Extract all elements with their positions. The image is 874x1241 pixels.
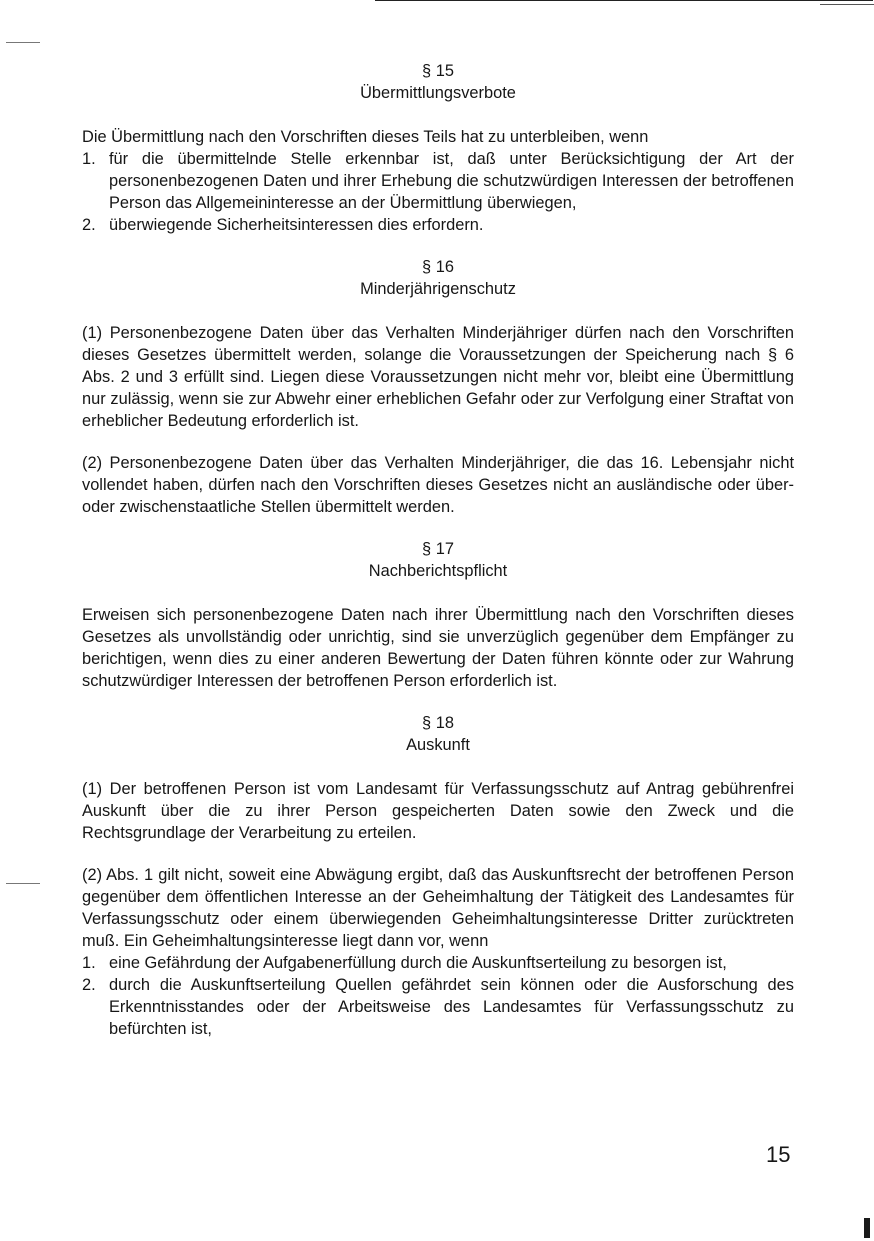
section-title: Minderjährigenschutz <box>360 280 516 298</box>
list-item-text: überwiegende Sicherheitsinteressen dies erfordern. <box>109 216 484 234</box>
scan-artifact <box>6 42 40 43</box>
list-item-number: 2. <box>82 976 96 994</box>
section-title: Nachberichtspflicht <box>368 562 508 580</box>
section-17 <box>82 538 794 692</box>
page-number: 15 <box>766 1142 791 1167</box>
section-number: § 16 <box>422 258 454 276</box>
section-18 <box>82 712 794 1040</box>
list-item-number: 1. <box>82 954 96 972</box>
paragraph: (2) Personenbezogene Daten über das Verhalten Minderjähriger, die das 16. Lebensjahr nicht vollendet haben, dürfen nach den Vorschriften dieses Gesetzes nicht an ausländische oder über- oder zwischenstaatliche Stellen übermittelt werden. <box>82 454 794 516</box>
scan-artifact <box>6 883 40 884</box>
list-item <box>82 148 794 214</box>
list-item-number: 1. <box>82 150 96 168</box>
paragraph: (1) Personenbezogene Daten über das Verhalten Minderjähriger dürfen nach den Vorschriften dieses Gesetzes übermittelt werden, solange die Voraussetzungen der Speicherung nach § 6 Abs. 2 und 3 erfüllt sind. Liegen diese Voraussetzungen nicht mehr vor, bleibt eine Übermittlung nur zulässig, wenn sie zur Abwehr einer erheblichen Gefahr oder zur Verfolgung einer Straftat von erheblicher Bedeutung erforderlich ist. <box>82 324 794 430</box>
list-item-text: eine Gefährdung der Aufgabenerfüllung durch die Auskunftserteilung zu besorgen ist, <box>109 954 727 972</box>
section-15 <box>82 60 794 236</box>
document-page <box>82 60 794 1040</box>
paragraph: (1) Der betroffenen Person ist vom Landesamt für Verfassungsschutz auf Antrag gebührenfrei Auskunft über die zu ihrer Person gespeicherten Daten sowie den Zweck und die Rechtsgrundlage der Verarbeitung zu erteilen. <box>82 780 794 842</box>
enumerated-list <box>82 952 794 1040</box>
list-item-text: für die übermittelnde Stelle erkennbar ist, daß unter Berücksichtigung der Art der personenbezogenen Daten und ihrer Erhebung die schutzwürdigen Interessen der betroffenen Person das Allgemeininteresse an der Übermittlung überwiegen, <box>109 150 794 212</box>
enumerated-list <box>82 148 794 236</box>
list-item-number: 2. <box>82 216 96 234</box>
list-item <box>82 214 794 236</box>
paragraph: Erweisen sich personenbezogene Daten nach ihrer Übermittlung nach den Vorschriften dieses Gesetzes als unvollständig oder unrichtig, sind sie unverzüglich gegenüber dem Empfänger zu berichtigen, wenn dies zu einer anderen Bewertung der Daten führen könnte oder zur Wahrung schutzwürdiger Interessen der betroffenen Person erforderlich ist. <box>82 606 794 690</box>
list-item <box>82 974 794 1040</box>
list-item <box>82 952 794 974</box>
section-number: § 17 <box>422 540 454 558</box>
section-title: Übermittlungsverbote <box>360 84 516 102</box>
section-16 <box>82 256 794 518</box>
top-edge-line <box>375 0 873 1</box>
scan-marker <box>864 1218 870 1238</box>
list-item-text: durch die Auskunftserteilung Quellen gefährdet sein können oder die Ausforschung des Erkenntnisstandes oder der Arbeitsweise des Landesamtes für Verfassungsschutz zu befürchten ist, <box>109 976 794 1038</box>
paragraph: Die Übermittlung nach den Vorschriften dieses Teils hat zu unterbleiben, wenn <box>82 128 649 146</box>
section-number: § 15 <box>422 62 454 80</box>
paragraph: (2) Abs. 1 gilt nicht, soweit eine Abwägung ergibt, daß das Auskunftsrecht der betroffenen Person gegenüber dem öffentlichen Interesse an der Geheimhaltung der Tätigkeit des Landesamtes für Verfassungsschutz oder einem überwiegenden Geheimhaltungsinteresse Dritter zurücktreten muß. Ein Geheimhaltungsinteresse liegt dann vor, wenn <box>82 866 794 950</box>
section-number: § 18 <box>422 714 454 732</box>
section-title: Auskunft <box>406 736 470 754</box>
top-edge-line-secondary <box>820 4 874 5</box>
